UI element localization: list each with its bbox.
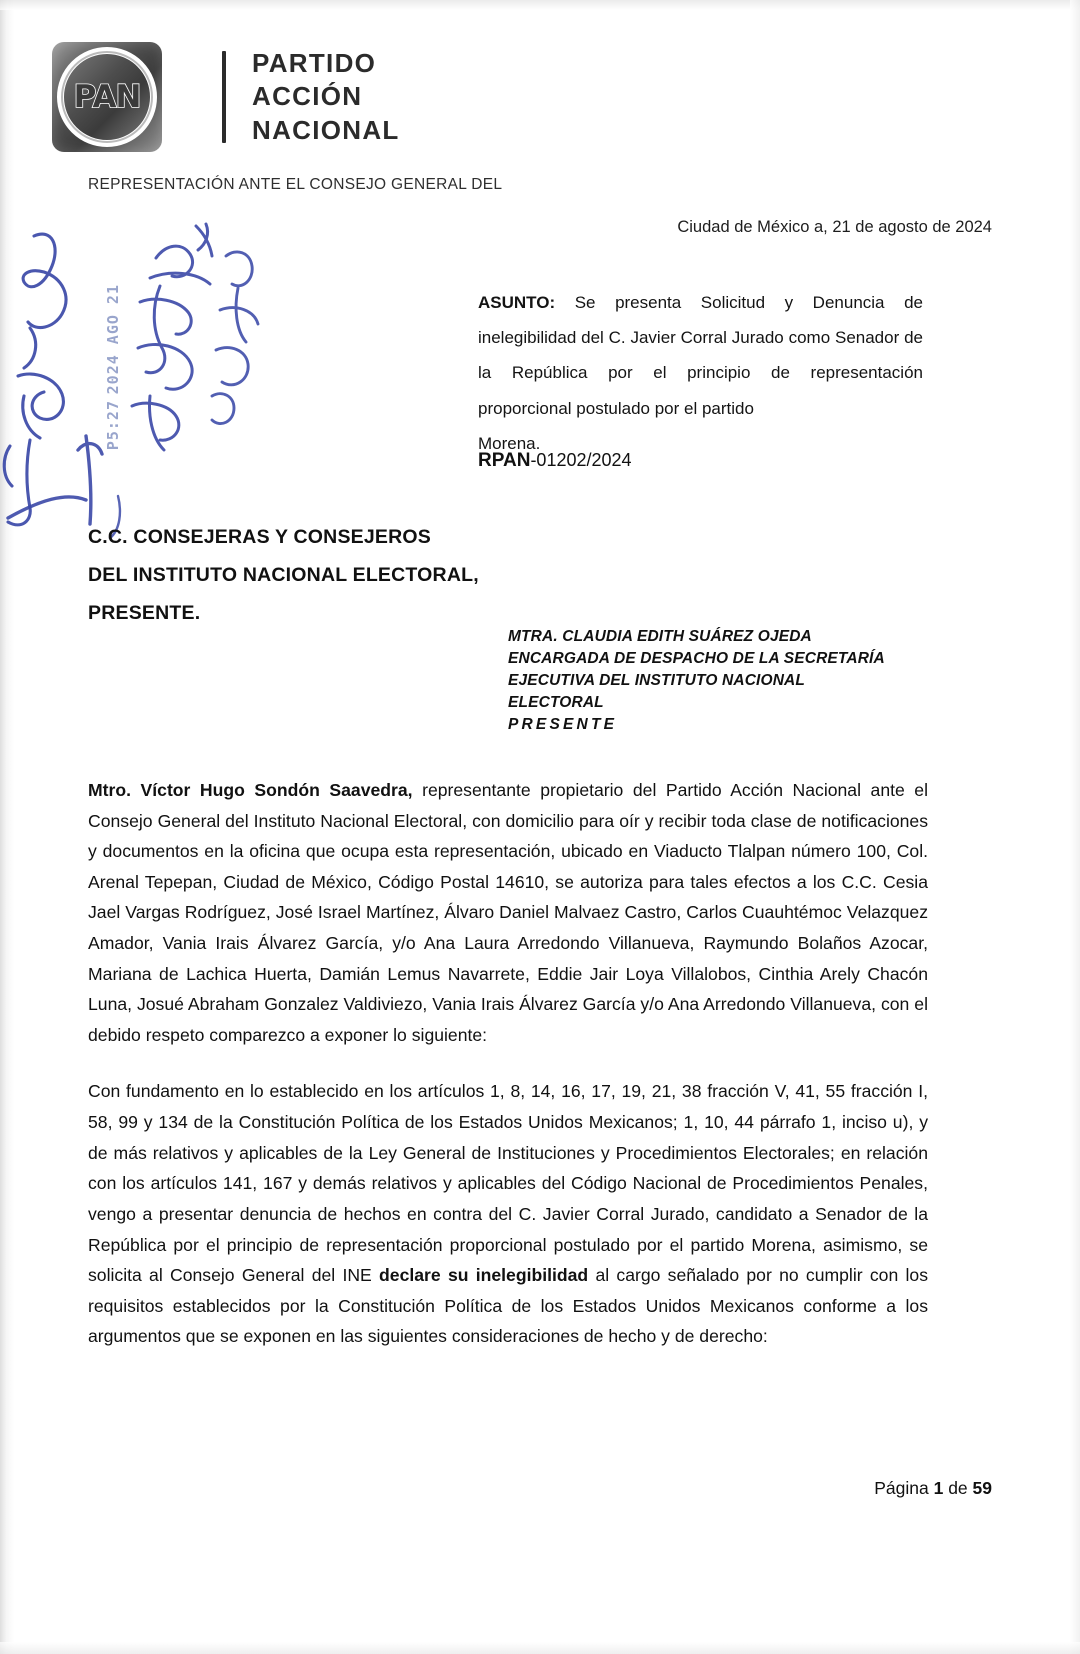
- scan-edge-bottom: [0, 1642, 1080, 1654]
- document-body: [88, 775, 928, 1352]
- folio-digits: -01202/2024: [530, 450, 632, 470]
- brand-line-accion: ACCIÓN: [252, 81, 363, 112]
- recipient-title-line-2: EJECUTIVA DEL INSTITUTO NACIONAL: [508, 672, 806, 689]
- pan-logo-text: PAN: [73, 78, 141, 115]
- scan-edge-left: [0, 0, 14, 1654]
- footer-current-page: 1: [933, 1478, 944, 1498]
- brand-line-nacional: NACIONAL: [252, 114, 400, 145]
- recipient-block: [508, 626, 885, 736]
- addressee-block: [88, 518, 479, 632]
- recipient-title-line-3: ELECTORAL: [508, 694, 604, 711]
- asunto-last-word: Morena.: [478, 433, 541, 453]
- footer-total-pages: 59: [972, 1478, 992, 1498]
- handwritten-signature-overlay: [0, 200, 330, 540]
- brand-line-partido: PARTIDO: [252, 48, 377, 79]
- recipient-name: MTRA. CLAUDIA EDITH SUÁREZ OJEDA: [508, 628, 812, 645]
- folio-prefix: RPAN: [478, 450, 531, 471]
- body-paragraph-2-emphasis: declare su inelegibilidad: [379, 1265, 589, 1286]
- body-paragraph-2: [88, 1076, 928, 1351]
- brand-name: [252, 47, 400, 147]
- footer-middle: de: [943, 1478, 973, 1498]
- body-paragraph-1: [88, 775, 928, 1050]
- page-footer: [874, 1478, 992, 1499]
- body-paragraph-2-text-a: Con fundamento en lo establecido en los artículos 1, 8, 14, 16, 17, 19, 21, 38 fracción V, 41, 55 fracción I, 58, 99 y 134 de la Constitución Política de los Estados Unidos Mexicanos; 1, 10, 44 párrafo 1, inciso u), y de más relativos y aplicables de la Ley General de Instituciones y Procedimientos Electorales; en relación con los artículos 141, 167 y demás relativos y aplicables del Código Nacional de Procedimientos Penales, vengo a presentar denuncia de hechos en contra del C. Javier Corral Jurado, candidato a Senador de la República por el principio de representación proporcional postulado por el partido Morena, asimismo, se solicita al Consejo General del INE: [88, 1081, 928, 1286]
- representative-name: Mtro. Víctor Hugo Sondón Saavedra,: [88, 780, 413, 800]
- footer-prefix: Página: [874, 1478, 934, 1498]
- addressee-line-1: C.C. CONSEJERAS Y CONSEJEROS: [88, 526, 431, 548]
- asunto-block: [478, 285, 923, 461]
- scan-edge-top: [0, 0, 1080, 10]
- pan-logo-ring: [57, 47, 157, 147]
- asunto-label: ASUNTO:: [478, 293, 556, 312]
- scan-edge-right: [1070, 0, 1080, 1654]
- asunto-text: Se presenta Solicitud y Denuncia de inelegibilidad del C. Javier Corral Jurado como Senador de la República por el principio de representación proporcional postulado por el partido: [478, 293, 923, 418]
- addressee-line-2: DEL INSTITUTO NACIONAL ELECTORAL,: [88, 564, 479, 587]
- folio-number: [478, 450, 632, 472]
- reception-stamp-date: 2024 AGO 21: [104, 284, 122, 395]
- pan-logo-icon: [52, 42, 162, 152]
- reception-stamp-time: P5:27: [104, 400, 122, 451]
- body-paragraph-2-text-b: al cargo señalado por no cumplir con los requisitos establecidos por la Constitución Política de los Estados Unidos Mexicanos conforme a los argumentos que se exponen en las siguientes consideraciones de hecho y de derecho:: [88, 1265, 929, 1347]
- body-paragraph-1-text: representante propietario del Partido Acción Nacional ante el Consejo General del Instituto Nacional Electoral, con domicilio para oír y recibir toda clase de notificaciones y documentos en la oficina que ocupa esta representación, ubicado en Viaducto Tlalpan número 100, Col. Arenal Tepepan, Ciudad de México, Código Postal 14610, se autoriza para tales efectos a los C.C. Cesia Jael Vargas Rodríguez, José Israel Martínez, Álvaro Daniel Malvaez Castro, Carlos Cuauhtémoc Velazquez Amador, Vania Irais Álvarez García, y/o Ana Laura Arredondo Villanueva, Raymundo Bolaños Azocar, Mariana de Lachica Huerta, Damián Lemus Navarrete, Eddie Jair Loya Villalobos, Cinthia Arely Chacón Luna, Josué Abraham Gonzalez Valdiviezo, Vania Irais Álvarez García y/o Ana Arredondo Villanueva, con el debido respeto comparezco a exponer lo siguiente:: [88, 780, 929, 1045]
- recipient-presente: PRESENTE: [508, 716, 618, 733]
- letterhead: [52, 42, 400, 152]
- recipient-title-line-1: ENCARGADA DE DESPACHO DE LA SECRETARÍA: [508, 650, 885, 667]
- document-date: Ciudad de México a, 21 de agosto de 2024: [677, 218, 992, 236]
- addressee-line-3: PRESENTE.: [88, 602, 201, 625]
- representation-line: REPRESENTACIÓN ANTE EL CONSEJO GENERAL DEL: [88, 176, 503, 193]
- brand-divider: [222, 51, 226, 143]
